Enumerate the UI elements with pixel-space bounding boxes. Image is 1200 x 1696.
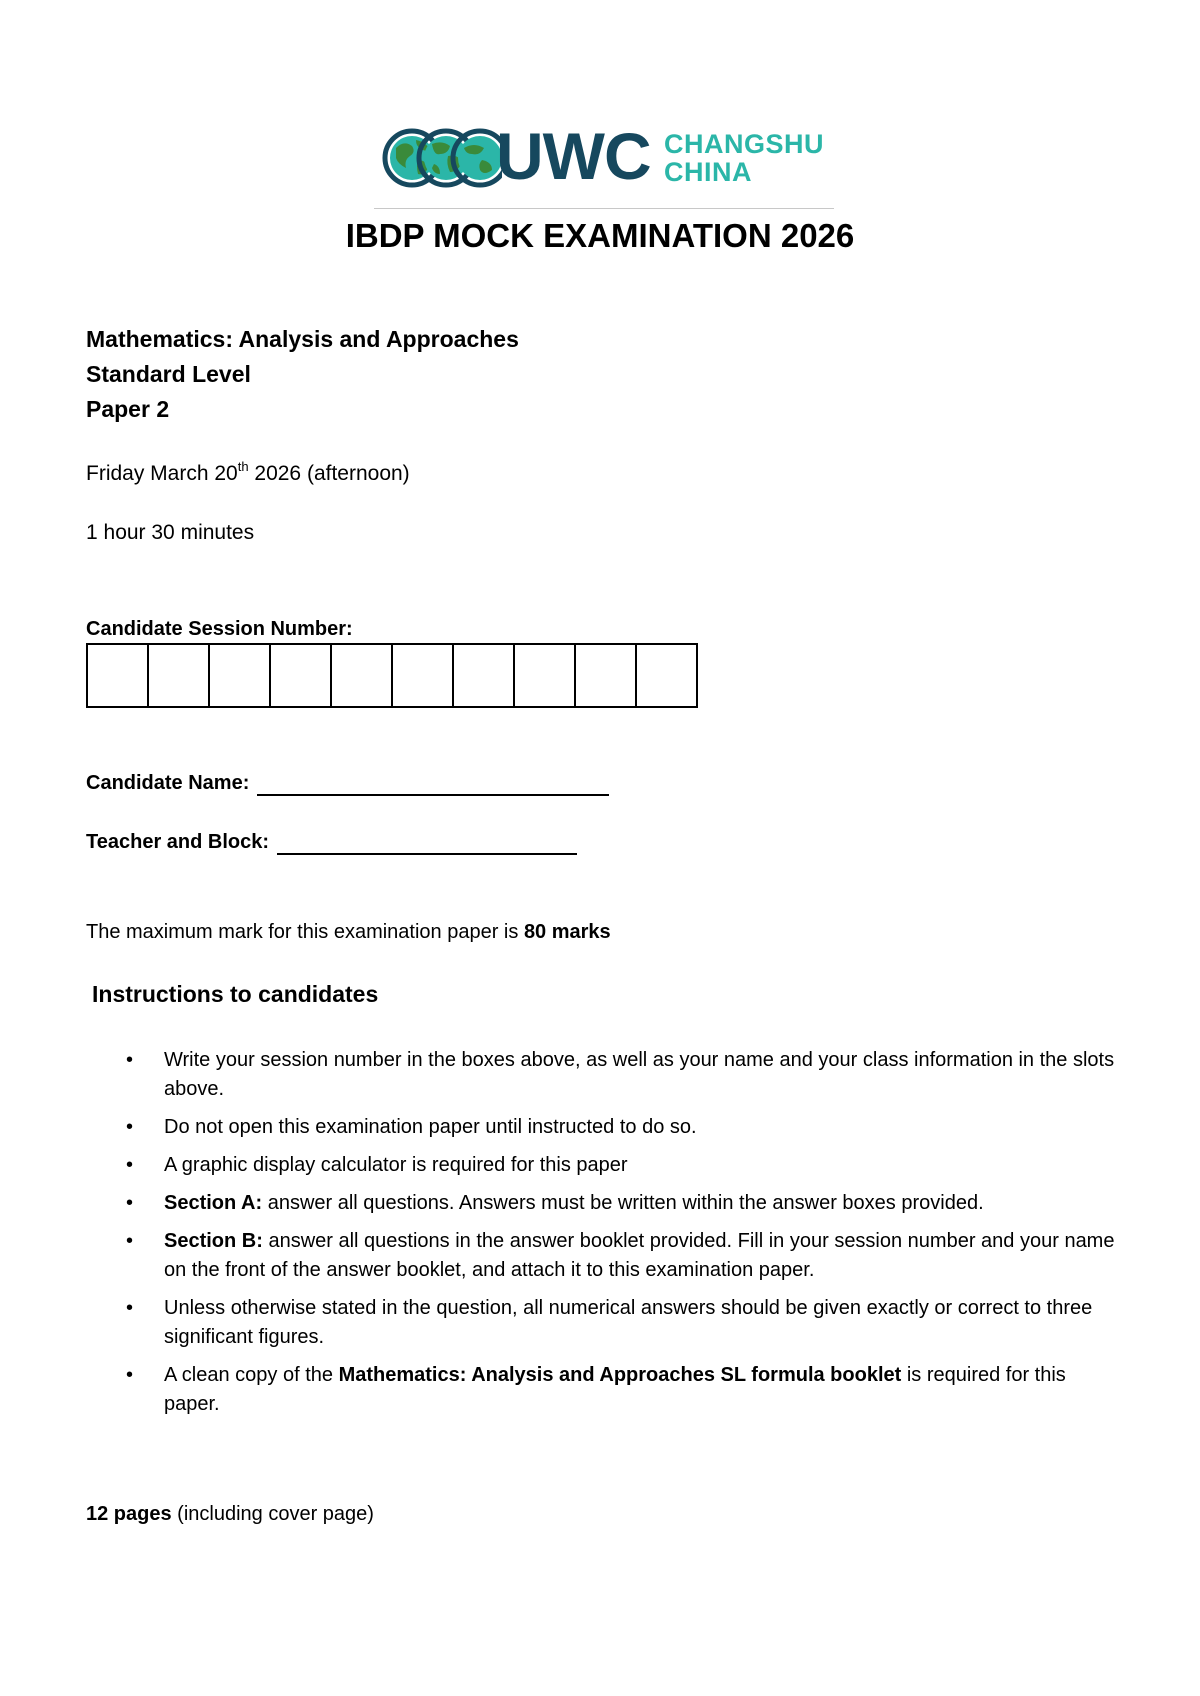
max-mark-value: 80 marks [523,921,611,943]
page-count: 12 pages [86,1503,172,1525]
globe-logo-icon [382,126,502,190]
max-mark-statement [86,919,611,945]
bullet-icon: • [126,1297,134,1319]
session-number-box[interactable] [574,643,635,708]
paper-number: Paper 2 [86,396,170,422]
exam-date [86,461,410,487]
instruction-item [122,1294,1122,1352]
instruction-body: A graphic display calculator is required for this paper [164,1154,628,1176]
instruction-item [122,1361,1122,1419]
candidate-session-label: Candidate Session Number: [86,618,353,640]
max-mark-text: The maximum mark for this examination paper is [86,921,524,943]
session-number-box[interactable] [452,643,513,708]
exam-duration: 1 hour 30 minutes [86,521,255,544]
logo-wordmark: UWC [496,119,651,193]
instruction-item [122,1227,1122,1285]
instruction-body: A clean copy of the [164,1364,339,1386]
candidate-name-line[interactable] [257,772,609,796]
instruction-text [164,1113,1122,1142]
subject-name: Mathematics: Analysis and Approaches [86,326,519,352]
teacher-block-line[interactable] [277,831,577,855]
exam-date-text: Friday March 20 [86,462,238,485]
instruction-text [164,1227,1122,1285]
teacher-block-field [86,829,577,855]
session-number-box[interactable] [391,643,452,708]
exam-title: IBDP MOCK EXAMINATION 2026 [345,217,855,254]
instruction-emphasis: Mathematics: Analysis and Approaches SL formula booklet [338,1364,902,1386]
logo-location-line1: CHANGSHU [664,129,825,159]
session-number-box[interactable] [86,643,147,708]
instruction-body: Do not open this examination paper until instructed to do so. [164,1116,697,1138]
bullet-icon: • [126,1154,134,1176]
page-count-detail: (including cover page) [171,1503,374,1525]
instructions-heading: Instructions to candidates [92,981,379,1007]
session-number-box[interactable] [208,643,269,708]
session-number-box[interactable] [330,643,391,708]
instruction-text [164,1151,1122,1180]
uwc-changshu-logo [382,119,825,194]
subject-level: Standard Level [86,361,251,387]
instruction-body: is required for this paper. [164,1364,1066,1415]
instruction-item [122,1151,1122,1180]
logo-location-line2: CHINA [664,157,752,187]
candidate-name-field [86,770,609,796]
instruction-body: answer all questions. Answers must be written within the answer boxes provided. [262,1192,984,1214]
bullet-icon: • [126,1364,134,1386]
instruction-body: answer all questions in the answer booklet provided. Fill in your session number and your name on the front of the answer booklet, and attach it to this examination paper. [164,1230,1115,1281]
bullet-icon: • [126,1049,134,1071]
bullet-icon: • [126,1230,134,1252]
session-number-box[interactable] [147,643,208,708]
page-count-note [86,1501,374,1527]
instruction-body: Write your session number in the boxes above, as well as your name and your class information in the slots above. [164,1049,1115,1100]
header-divider [374,208,834,209]
instruction-item [122,1046,1122,1104]
session-number-box[interactable] [635,643,698,708]
instruction-text [164,1294,1122,1352]
instruction-item [122,1113,1122,1142]
exam-date-ordinal: th [237,459,249,474]
candidate-name-label: Candidate Name: [86,772,250,794]
instruction-text [164,1361,1122,1419]
bullet-icon: • [126,1192,134,1214]
instruction-item [122,1189,1122,1218]
exam-date-rest: 2026 (afternoon) [248,462,410,485]
instructions-list [122,1046,1122,1428]
teacher-block-label: Teacher and Block: [86,831,270,853]
bullet-icon: • [126,1116,134,1138]
instruction-text [164,1189,1122,1218]
subject-block [86,322,519,427]
instruction-emphasis: Section B: [164,1230,263,1252]
session-number-box[interactable] [513,643,574,708]
instruction-text [164,1046,1122,1104]
instruction-emphasis: Section A: [164,1192,263,1214]
candidate-session-boxes [86,643,698,708]
session-number-box[interactable] [269,643,330,708]
instruction-body: Unless otherwise stated in the question, all numerical answers should be given exactly or correct to three significant figures. [164,1297,1093,1348]
